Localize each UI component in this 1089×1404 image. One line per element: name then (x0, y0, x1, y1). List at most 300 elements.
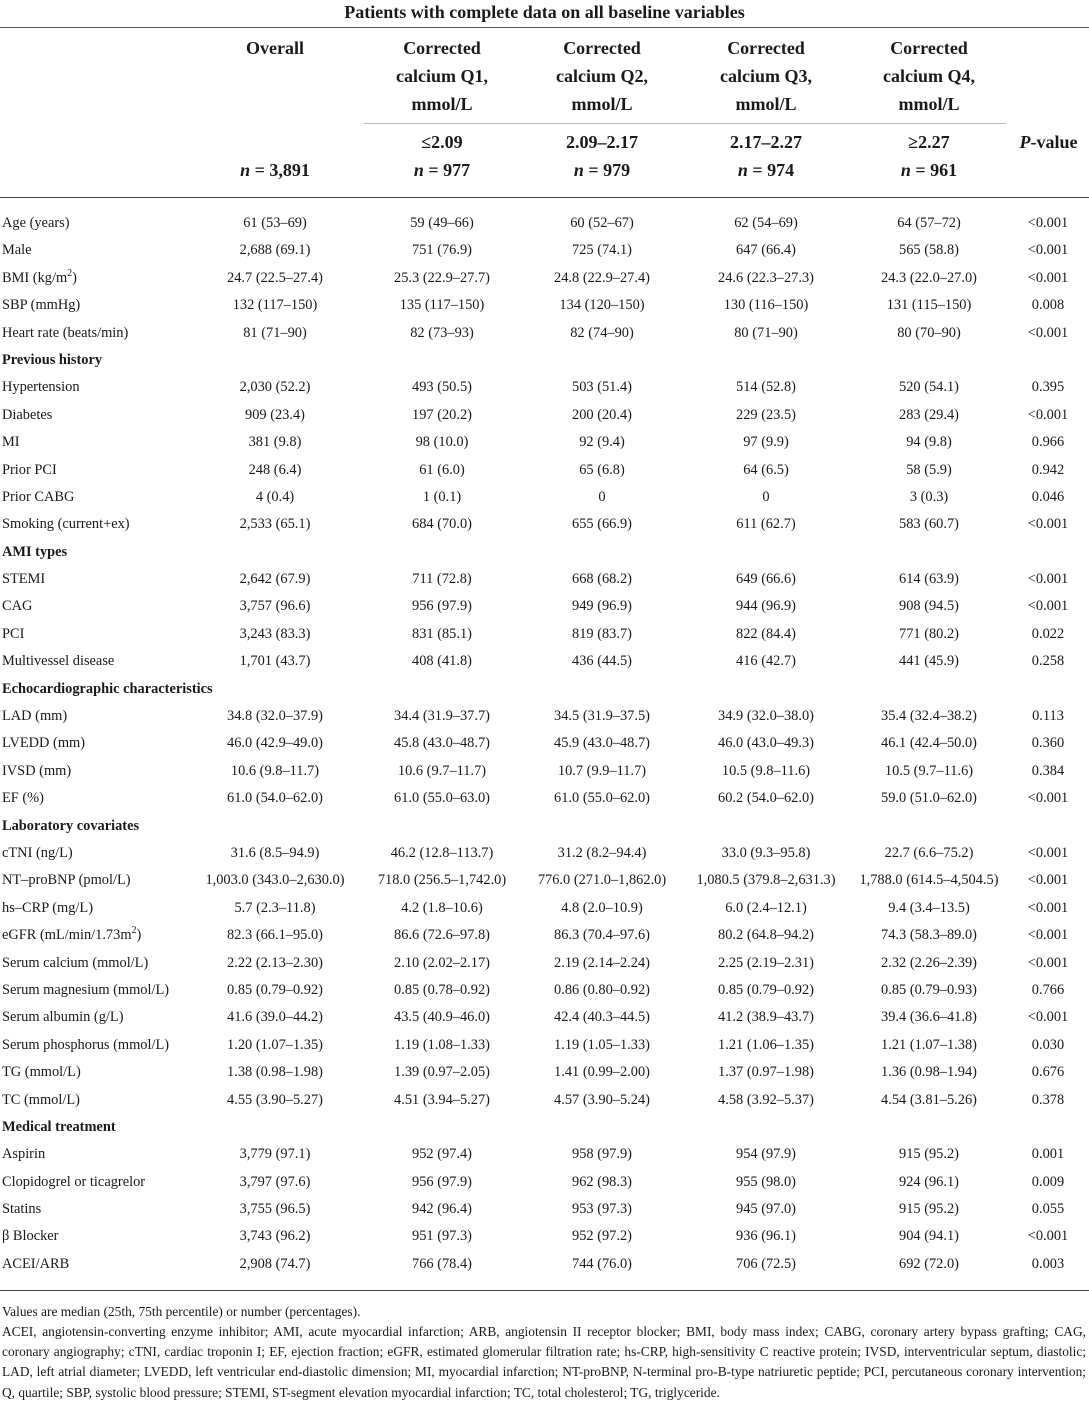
cell-value: 10.7 (9.9–11.7) (557, 762, 647, 779)
cell-value: 82 (73–93) (410, 324, 474, 341)
cell-value: 200 (20.4) (572, 406, 632, 423)
col-header-q3-line1: Corrected (727, 38, 805, 58)
table-row (0, 785, 1089, 812)
col-header-q1-line1: Corrected (403, 38, 481, 58)
cell-value: 0.85 (0.79–0.92) (718, 981, 814, 998)
cell-pvalue: 0.676 (1031, 1064, 1065, 1081)
row-label: Prior CABG (2, 488, 75, 505)
cell-value: 132 (117–150) (232, 297, 318, 314)
table-body (0, 210, 1089, 1278)
cell-value: 46.2 (12.8–113.7) (390, 844, 494, 861)
cell-value: 692 (72.0) (899, 1255, 959, 1272)
section-header-row (0, 813, 1089, 840)
cell-value: 684 (70.0) (412, 516, 472, 533)
row-label: CAG (2, 598, 33, 615)
row-label: Serum magnesium (mmol/L) (2, 981, 170, 998)
cell-value: 34.8 (32.0–37.9) (227, 708, 323, 725)
table-row (0, 374, 1089, 401)
cell-value: 766 (78.4) (412, 1255, 472, 1272)
col-header-q3-line2: calcium Q3, (720, 66, 812, 86)
table-row (0, 292, 1089, 319)
col-header-overall-title: Overall (246, 38, 304, 58)
cell-value: 936 (96.1) (736, 1228, 796, 1245)
row-label: TC (mmol/L) (2, 1091, 80, 1108)
cell-value: 43.5 (40.9–46.0) (394, 1009, 490, 1026)
cell-pvalue: <0.001 (1027, 571, 1069, 588)
cell-value: 583 (60.7) (899, 516, 959, 533)
cell-value: 61.0 (55.0–62.0) (554, 790, 650, 807)
row-label: Statins (2, 1201, 42, 1218)
cell-value: 92 (9.4) (579, 434, 625, 451)
cell-value: 725 (74.1) (572, 242, 632, 259)
cell-value: 924 (96.1) (899, 1173, 959, 1190)
table-row (0, 703, 1089, 730)
col-header-q2-n (522, 156, 682, 184)
table-row (0, 621, 1089, 648)
table-row (0, 593, 1089, 620)
cell-pvalue: 0.003 (1031, 1255, 1065, 1272)
footnote: Values are median (25th, 75th percentile) or number (percentages). (2, 1304, 361, 1319)
row-label: ACEI/ARB (2, 1255, 70, 1272)
table-row (0, 457, 1089, 484)
cell-value: 46.0 (42.9–49.0) (227, 735, 323, 752)
cell-pvalue: <0.001 (1027, 899, 1069, 916)
cell-value: 0 (762, 488, 770, 505)
row-label: STEMI (2, 571, 46, 588)
cell-value: 197 (20.2) (412, 406, 472, 423)
section-label: Echocardiographic characteristics (2, 680, 213, 697)
col-header-q1-n (362, 156, 522, 184)
col-header-q1-line3: mmol/L (411, 94, 473, 114)
table-row (0, 950, 1089, 977)
cell-value: 1.41 (0.99–2.00) (554, 1064, 650, 1081)
cell-value: 61 (6.0) (419, 461, 465, 478)
row-label: Serum calcium (mmol/L) (2, 954, 149, 971)
n-label: n (737, 160, 748, 180)
table-row (0, 237, 1089, 264)
cell-value: 4.55 (3.90–5.27) (227, 1091, 323, 1108)
cell-value: 3,243 (83.3) (239, 625, 311, 642)
col-header-q3-line3: mmol/L (735, 94, 797, 114)
table-row (0, 922, 1089, 949)
cell-value: 647 (66.4) (736, 242, 796, 259)
cell-pvalue: 0.395 (1031, 379, 1065, 396)
table-row (0, 867, 1089, 894)
cell-value: 514 (52.8) (736, 379, 796, 396)
cell-value: 909 (23.4) (245, 406, 305, 423)
cell-value: 0.85 (0.79–0.92) (227, 981, 323, 998)
cell-value: 24.7 (22.5–27.4) (227, 269, 323, 286)
cell-value: 61 (53–69) (243, 215, 307, 231)
col-header-q1-range: ≤2.09 (421, 132, 463, 152)
cell-value: 61.0 (55.0–63.0) (394, 790, 490, 807)
cell-pvalue: <0.001 (1027, 406, 1069, 423)
cell-value: 955 (98.0) (736, 1173, 796, 1190)
cell-pvalue: <0.001 (1027, 516, 1069, 533)
cell-value: 962 (98.3) (572, 1173, 632, 1190)
cell-pvalue: <0.001 (1027, 242, 1069, 259)
table-row (0, 1032, 1089, 1059)
cell-value: 80.2 (64.8–94.2) (718, 927, 814, 944)
row-label: Hypertension (2, 379, 80, 396)
cell-value: 33.0 (9.3–95.8) (721, 844, 811, 861)
cell-value: 82 (74–90) (570, 324, 634, 341)
cell-value: 60.2 (54.0–62.0) (718, 790, 814, 807)
section-label: Medical treatment (2, 1118, 116, 1135)
cell-value: 1.39 (0.97–2.05) (394, 1064, 490, 1081)
cell-value: 135 (117–150) (399, 297, 485, 314)
col-header-q2-line3: mmol/L (571, 94, 633, 114)
cell-value: 45.9 (43.0–48.7) (554, 735, 650, 752)
cell-value: 86.3 (70.4–97.6) (554, 927, 650, 944)
col-header-q4-line1: Corrected (890, 38, 968, 58)
table-row (0, 977, 1089, 1004)
cell-pvalue: 0.009 (1031, 1173, 1065, 1190)
cell-value: 954 (97.9) (736, 1146, 796, 1163)
cell-value: 3,755 (96.5) (239, 1201, 311, 1218)
cell-value: 2.32 (2.26–2.39) (881, 954, 977, 971)
cell-value: 2,908 (74.7) (239, 1255, 311, 1272)
row-label: Prior PCI (2, 461, 57, 478)
cell-value: 10.5 (9.8–11.6) (721, 762, 811, 779)
row-label: LVEDD (mm) (2, 735, 86, 752)
cell-value: 34.9 (32.0–38.0) (718, 708, 814, 725)
table-row (0, 1223, 1089, 1250)
cell-value: 5.7 (2.3–11.8) (234, 899, 316, 916)
cell-value: 952 (97.4) (412, 1146, 472, 1163)
table-row (0, 320, 1089, 347)
cell-value: 58 (5.9) (906, 461, 952, 478)
cell-value: 822 (84.4) (736, 625, 796, 642)
table-row (0, 265, 1089, 292)
col-header-q4-n (849, 156, 1009, 184)
row-label: MI (2, 434, 20, 451)
table-row (0, 210, 1089, 237)
n-value: = 974 (747, 160, 795, 180)
cell-value: 649 (66.6) (736, 571, 796, 588)
cell-value: 908 (94.5) (899, 598, 959, 615)
table-row (0, 840, 1089, 867)
cell-value: 611 (62.7) (736, 516, 796, 533)
cell-value: 915 (95.2) (899, 1201, 959, 1218)
cell-value: 614 (63.9) (899, 571, 959, 588)
cell-value: 34.5 (31.9–37.5) (554, 708, 650, 725)
cell-pvalue: 0.942 (1031, 461, 1065, 478)
col-header-q4-range: ≥2.27 (908, 132, 950, 152)
section-header-row (0, 676, 1089, 703)
row-label: LAD (mm) (2, 708, 68, 725)
cell-pvalue: 0.046 (1031, 488, 1065, 505)
row-label: Age (years) (2, 215, 70, 231)
cell-value: 3,779 (97.1) (239, 1146, 311, 1163)
cell-value: 956 (97.9) (412, 1173, 472, 1190)
table-row (0, 895, 1089, 922)
row-label: Heart rate (beats/min) (2, 324, 129, 341)
cell-value: 819 (83.7) (572, 625, 632, 642)
row-label: Smoking (current+ex) (2, 516, 130, 533)
cell-value: 751 (76.9) (412, 242, 472, 259)
row-label: NT–proBNP (pmol/L) (2, 872, 131, 889)
table-row (0, 402, 1089, 429)
cell-value: 1.21 (1.06–1.35) (718, 1036, 814, 1053)
cell-value: 86.6 (72.6–97.8) (394, 927, 490, 944)
cell-value: 381 (9.8) (248, 434, 302, 451)
cell-value: 64 (57–72) (897, 215, 961, 231)
cell-value: 22.7 (6.6–75.2) (884, 844, 974, 861)
cell-value: 46.1 (42.4–50.0) (881, 735, 977, 752)
col-header-q1-line2: calcium Q1, (396, 66, 488, 86)
cell-value: 248 (6.4) (248, 461, 302, 478)
cell-pvalue: <0.001 (1027, 324, 1069, 341)
cell-pvalue: <0.001 (1027, 872, 1069, 889)
row-label: BMI $(kg/m^2)$ (2, 267, 77, 286)
cell-value: 776.0 (271.0–1,862.0) (537, 872, 667, 889)
cell-value: 436 (44.5) (572, 653, 632, 670)
cell-pvalue: 0.030 (1031, 1036, 1065, 1053)
row-label: IVSD (mm) (2, 762, 72, 779)
cell-value: 565 (58.8) (899, 242, 959, 259)
cell-value: 60 (52–67) (570, 215, 634, 231)
cell-value: 10.6 (9.7–11.7) (397, 762, 487, 779)
cell-value: 2.22 (2.13–2.30) (227, 954, 323, 971)
cell-value: 24.8 (22.9–27.4) (554, 269, 650, 286)
abbreviations: ACEI, angiotensin-converting enzyme inhibitor; AMI, acute myocardial infarction; ARB, angiotensin II receptor blocker; BMI, body mass index; CABG, coronary artery bypass grafting; CAG, coronary angiography; cTNI, cardiac troponin I; EF, ejection fraction; eGFR, estimated glomerular filtration rate; hs-CRP, high-sensitivity C reactive protein; IVSD, interventricular septum, diastolic; LAD, left atrial diameter; LVEDD, left ventricular end-diastolic dimension; MI, myocardial infarction; NT-proBNP, N-terminal pro-B-type natriuretic peptide; PCI, percutaneous coronary intervention; Q, quartile; SBP, systolic blood pressure; STEMI, ST-segment elevation myocardial infarction; TC, total cholesterol; TG, triglyceride. (2, 1324, 1086, 1400)
cell-value: 1 (0.1) (422, 488, 462, 505)
cell-value: 94 (9.8) (906, 434, 952, 451)
col-header-q3-sub (686, 128, 846, 184)
cell-value: 416 (42.7) (736, 653, 796, 670)
col-header-q4-sub (849, 128, 1009, 184)
row-label: EF (%) (2, 790, 44, 807)
cell-value: 64 (6.5) (743, 461, 789, 478)
cell-value: 2.19 (2.14–2.24) (554, 954, 650, 971)
cell-value: 4.2 (1.8–10.6) (401, 899, 483, 916)
table-title: Patients with complete data on all baseline variables (344, 2, 745, 22)
cell-value: 915 (95.2) (899, 1146, 959, 1163)
table-row (0, 758, 1089, 785)
cell-value: 953 (97.3) (572, 1201, 632, 1218)
cell-value: 4 (0.4) (255, 488, 295, 505)
cell-value: 904 (94.1) (899, 1228, 959, 1245)
cell-pvalue: 0.766 (1031, 981, 1065, 998)
cell-value: 4.58 (3.92–5.37) (718, 1091, 814, 1108)
table-row (0, 1196, 1089, 1223)
n-value: = 961 (910, 160, 958, 180)
cell-pvalue: <0.001 (1027, 1009, 1069, 1026)
cell-value: 655 (66.9) (572, 516, 632, 533)
cell-value: 1,003.0 (343.0–2,630.0) (205, 872, 345, 889)
table-row (0, 484, 1089, 511)
cell-value: 1,701 (43.7) (239, 653, 311, 670)
cell-value: 229 (23.5) (736, 406, 796, 423)
cell-value: 24.6 (22.3–27.3) (718, 269, 814, 286)
cell-value: 46.0 (43.0–49.3) (718, 735, 814, 752)
cell-value: 35.4 (32.4–38.2) (881, 708, 977, 725)
cell-value: 3 (0.3) (909, 488, 949, 505)
cell-value: 744 (76.0) (572, 1255, 632, 1272)
cell-value: 2,688 (69.1) (239, 242, 311, 259)
pvalue-rest: -value (1030, 132, 1078, 152)
table-row (0, 1141, 1089, 1168)
cell-value: 520 (54.1) (899, 379, 959, 396)
cell-value: 2.25 (2.19–2.31) (718, 954, 814, 971)
cell-value: 718.0 (256.5–1,742.0) (377, 872, 507, 889)
cell-value: 45.8 (43.0–48.7) (394, 735, 490, 752)
section-label: AMI types (2, 543, 68, 560)
table-row (0, 1169, 1089, 1196)
col-header-q3-n (686, 156, 846, 184)
cell-value: 1.19 (1.08–1.33) (394, 1036, 490, 1053)
section-header-row (0, 347, 1089, 374)
cell-value: 2,642 (67.9) (239, 571, 311, 588)
cell-value: 3,797 (97.6) (239, 1173, 311, 1190)
cell-value: 34.4 (31.9–37.7) (394, 708, 490, 725)
cell-pvalue: <0.001 (1027, 927, 1069, 944)
cell-value: 958 (97.9) (572, 1146, 632, 1163)
cell-value: 61.0 (54.0–62.0) (227, 790, 323, 807)
cell-value: 283 (29.4) (899, 406, 959, 423)
cell-value: 771 (80.2) (899, 625, 959, 642)
cell-value: 1.38 (0.98–1.98) (227, 1064, 323, 1081)
n-label: n (900, 160, 911, 180)
col-header-overall (195, 34, 355, 62)
cell-value: 1.21 (1.07–1.38) (881, 1036, 977, 1053)
table-row (0, 429, 1089, 456)
subheader-rule (364, 123, 1006, 124)
cell-value: 39.4 (36.6–41.8) (881, 1009, 977, 1026)
cell-value: 10.6 (9.8–11.7) (230, 762, 320, 779)
cell-value: 711 (72.8) (412, 571, 472, 588)
row-label: Diabetes (2, 406, 53, 423)
cell-value: 65 (6.8) (579, 461, 625, 478)
n-label: n (413, 160, 424, 180)
table-row (0, 1251, 1089, 1278)
cell-value: 25.3 (22.9–27.7) (394, 269, 490, 286)
col-header-q2-range: 2.09–2.17 (566, 132, 638, 152)
cell-value: 3,757 (96.6) (239, 598, 311, 615)
cell-value: 503 (51.4) (572, 379, 632, 396)
cell-pvalue: <0.001 (1027, 790, 1069, 807)
cell-value: 0.86 (0.80–0.92) (554, 981, 650, 998)
row-label: hs–CRP (mg/L) (2, 899, 94, 916)
cell-value: 9.4 (3.4–13.5) (888, 899, 970, 916)
cell-value: 1.19 (1.05–1.33) (554, 1036, 650, 1053)
cell-value: 0.85 (0.79–0.93) (881, 981, 977, 998)
cell-value: 59 (49–66) (410, 215, 474, 231)
cell-value: 3,743 (96.2) (239, 1228, 311, 1245)
row-label: PCI (2, 625, 25, 642)
cell-value: 942 (96.4) (412, 1201, 472, 1218)
cell-pvalue: 0.384 (1031, 762, 1065, 779)
row-label: Serum phosphorus (mmol/L) (2, 1036, 170, 1053)
cell-pvalue: 0.001 (1031, 1146, 1065, 1163)
pvalue-p: P (1019, 132, 1031, 152)
cell-value: 41.6 (39.0–44.2) (227, 1009, 323, 1026)
cell-value: 408 (41.8) (412, 653, 472, 670)
cell-value: 81 (71–90) (243, 324, 307, 341)
cell-value: 2.10 (2.02–2.17) (394, 954, 490, 971)
col-header-q3 (686, 34, 846, 118)
cell-value: 4.8 (2.0–10.9) (561, 899, 643, 916)
table-row (0, 566, 1089, 593)
cell-value: 4.57 (3.90–5.24) (554, 1091, 650, 1108)
cell-pvalue: <0.001 (1027, 954, 1069, 971)
cell-pvalue: <0.001 (1027, 598, 1069, 615)
cell-value: 1.20 (1.07–1.35) (227, 1036, 323, 1053)
cell-value: 944 (96.9) (736, 598, 796, 615)
cell-value: 2,030 (52.2) (239, 379, 311, 396)
cell-pvalue: 0.008 (1031, 297, 1065, 314)
cell-value: 4.51 (3.94–5.27) (394, 1091, 490, 1108)
col-header-q2-line1: Corrected (563, 38, 641, 58)
row-label: β Blocker (2, 1228, 59, 1245)
cell-value: 31.6 (8.5–94.9) (230, 844, 320, 861)
cell-value: 80 (71–90) (734, 324, 798, 341)
col-header-pvalue (1008, 128, 1089, 156)
cell-pvalue: 0.378 (1031, 1091, 1065, 1108)
cell-value: 4.54 (3.81–5.26) (881, 1091, 977, 1108)
cell-value: 951 (97.3) (412, 1228, 472, 1245)
col-header-q1 (362, 34, 522, 118)
col-header-q4-line3: mmol/L (898, 94, 960, 114)
cell-pvalue: <0.001 (1027, 844, 1069, 861)
col-header-q3-range: 2.17–2.27 (730, 132, 802, 152)
n-value: = 979 (583, 160, 631, 180)
cell-value: 24.3 (22.0–27.0) (881, 269, 977, 286)
col-header-q2-line2: calcium Q2, (556, 66, 648, 86)
table-row (0, 1004, 1089, 1031)
cell-value: 952 (97.2) (572, 1228, 632, 1245)
table-row (0, 1059, 1089, 1086)
cell-pvalue: <0.001 (1027, 1228, 1069, 1245)
section-label: Previous history (2, 351, 103, 368)
row-label: Male (2, 242, 32, 259)
table-row (0, 511, 1089, 538)
cell-value: 493 (50.5) (412, 379, 472, 396)
row-label: Clopidogrel or ticagrelor (2, 1173, 146, 1190)
section-header-row (0, 539, 1089, 566)
cell-value: 59.0 (51.0–62.0) (881, 790, 977, 807)
cell-value: 41.2 (38.9–43.7) (718, 1009, 814, 1026)
header-rule (0, 197, 1089, 198)
cell-pvalue: <0.001 (1027, 215, 1069, 231)
cell-value: 98 (10.0) (415, 434, 469, 451)
cell-pvalue: 0.022 (1031, 625, 1065, 642)
n-label: n (240, 160, 251, 180)
row-label: Serum albumin (g/L) (2, 1009, 124, 1026)
cell-value: 97 (9.9) (743, 434, 789, 451)
cell-pvalue: 0.055 (1031, 1201, 1065, 1218)
cell-value: 945 (97.0) (736, 1201, 796, 1218)
col-header-overall-n (195, 156, 355, 184)
cell-pvalue: <0.001 (1027, 269, 1069, 286)
cell-value: 1,080.5 (379.8–2,631.3) (696, 872, 836, 889)
top-rule (0, 27, 1089, 28)
col-header-q4-line2: calcium Q4, (883, 66, 975, 86)
n-label: n (573, 160, 584, 180)
table-row (0, 730, 1089, 757)
cell-value: 82.3 (66.1–95.0) (227, 927, 323, 944)
section-header-row (0, 1114, 1089, 1141)
cell-value: 0 (598, 488, 606, 505)
cell-value: 956 (97.9) (412, 598, 472, 615)
cell-value: 1.37 (0.97–1.98) (718, 1064, 814, 1081)
row-label: TG (mmol/L) (2, 1064, 81, 1081)
cell-pvalue: 0.360 (1031, 735, 1065, 752)
col-header-q2-sub (522, 128, 682, 184)
cell-value: 2,533 (65.1) (239, 516, 311, 533)
cell-value: 441 (45.9) (899, 653, 959, 670)
